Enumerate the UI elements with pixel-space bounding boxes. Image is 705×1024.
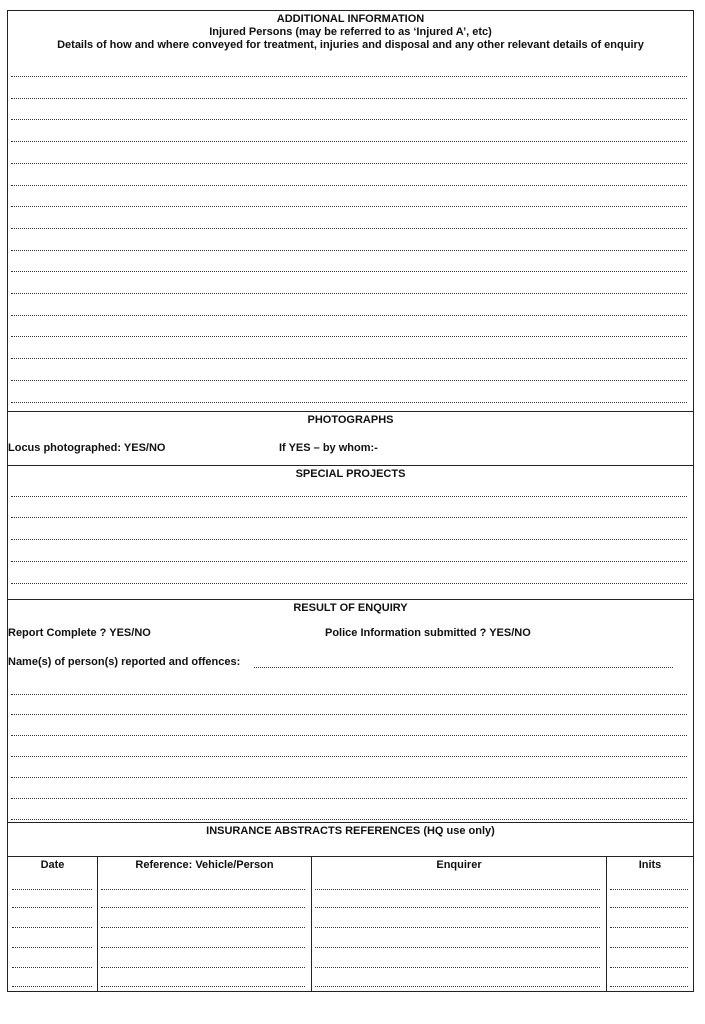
table-cell-line[interactable] (610, 907, 688, 908)
table-cell-line[interactable] (315, 889, 600, 890)
photographed-by-whom-field[interactable]: If YES – by whom:- (279, 442, 378, 454)
table-cell-line[interactable] (12, 967, 92, 968)
additional-information-writing-line[interactable] (11, 402, 687, 403)
reference-column-header: Reference: Vehicle/Person (135, 859, 274, 871)
table-cell-line[interactable] (101, 889, 305, 890)
additional-information-instructions: Details of how and where conveyed for treatment, injuries and disposal and any other relevant details of enquiry (57, 39, 644, 51)
table-cell-line[interactable] (101, 907, 305, 908)
additional-information-writing-line[interactable] (11, 119, 687, 120)
reference-column (97, 857, 311, 992)
additional-information-writing-line[interactable] (11, 271, 687, 272)
persons-reported-first-line[interactable] (254, 667, 673, 668)
special-projects-writing-line[interactable] (11, 496, 687, 497)
table-cell-line[interactable] (12, 907, 92, 908)
additional-information-section (8, 11, 693, 412)
special-projects-writing-line[interactable] (11, 517, 687, 518)
table-cell-line[interactable] (315, 967, 600, 968)
table-cell-line[interactable] (610, 967, 688, 968)
table-cell-line[interactable] (610, 986, 688, 987)
additional-information-writing-line[interactable] (11, 185, 687, 186)
insurance-abstracts-header (8, 823, 693, 856)
persons-reported-writing-line[interactable] (11, 694, 687, 695)
table-cell-line[interactable] (315, 947, 600, 948)
additional-information-writing-line[interactable] (11, 206, 687, 207)
enquirer-column (311, 857, 606, 992)
table-cell-line[interactable] (12, 986, 92, 987)
insurance-abstracts-table (8, 856, 693, 993)
table-cell-line[interactable] (12, 889, 92, 890)
additional-information-writing-line[interactable] (11, 163, 687, 164)
additional-information-writing-line[interactable] (11, 141, 687, 142)
enquiry-form (7, 10, 694, 992)
special-projects-writing-line[interactable] (11, 561, 687, 562)
photographs-section (8, 412, 693, 466)
persons-reported-writing-line[interactable] (11, 714, 687, 715)
table-cell-line[interactable] (610, 927, 688, 928)
persons-reported-writing-line[interactable] (11, 777, 687, 778)
special-projects-writing-line[interactable] (11, 583, 687, 584)
result-of-enquiry-title: RESULT OF ENQUIRY (293, 602, 408, 614)
inits-column (606, 857, 693, 992)
table-cell-line[interactable] (610, 947, 688, 948)
date-column (8, 857, 97, 992)
additional-information-writing-line[interactable] (11, 293, 687, 294)
table-cell-line[interactable] (101, 967, 305, 968)
photographs-title: PHOTOGRAPHS (307, 414, 394, 426)
special-projects-section (8, 466, 693, 600)
enquirer-column-header: Enquirer (436, 859, 482, 871)
table-cell-line[interactable] (315, 986, 600, 987)
additional-information-writing-line[interactable] (11, 336, 687, 337)
insurance-abstracts-title: INSURANCE ABSTRACTS REFERENCES (HQ use only) (206, 825, 495, 837)
additional-information-title: ADDITIONAL INFORMATION (276, 13, 425, 25)
table-cell-line[interactable] (101, 947, 305, 948)
additional-information-writing-line[interactable] (11, 98, 687, 99)
additional-information-writing-line[interactable] (11, 250, 687, 251)
table-cell-line[interactable] (12, 927, 92, 928)
additional-information-writing-line[interactable] (11, 315, 687, 316)
persons-reported-writing-line[interactable] (11, 756, 687, 757)
special-projects-title: SPECIAL PROJECTS (295, 468, 406, 480)
persons-reported-writing-line[interactable] (11, 735, 687, 736)
result-of-enquiry-section (8, 600, 693, 823)
table-cell-line[interactable] (315, 927, 600, 928)
additional-information-writing-line[interactable] (11, 380, 687, 381)
additional-information-writing-line[interactable] (11, 76, 687, 77)
table-cell-line[interactable] (101, 986, 305, 987)
persons-reported-writing-line[interactable] (11, 819, 687, 820)
inits-column-header: Inits (638, 859, 662, 871)
special-projects-writing-line[interactable] (11, 539, 687, 540)
police-information-submitted-field[interactable]: Police Information submitted ? YES/NO (325, 627, 531, 639)
injured-persons-subtitle: Injured Persons (may be referred to as ‘Injured A’, etc) (209, 26, 492, 38)
date-column-header: Date (40, 859, 65, 871)
table-cell-line[interactable] (101, 927, 305, 928)
persons-reported-label: Name(s) of person(s) reported and offences: (8, 656, 241, 668)
locus-photographed-field[interactable]: Locus photographed: YES/NO (8, 442, 166, 454)
additional-information-writing-line[interactable] (11, 228, 687, 229)
additional-information-writing-line[interactable] (11, 358, 687, 359)
table-cell-line[interactable] (315, 907, 600, 908)
table-cell-line[interactable] (610, 889, 688, 890)
report-complete-field[interactable]: Report Complete ? YES/NO (8, 627, 151, 639)
persons-reported-writing-line[interactable] (11, 798, 687, 799)
table-cell-line[interactable] (12, 947, 92, 948)
